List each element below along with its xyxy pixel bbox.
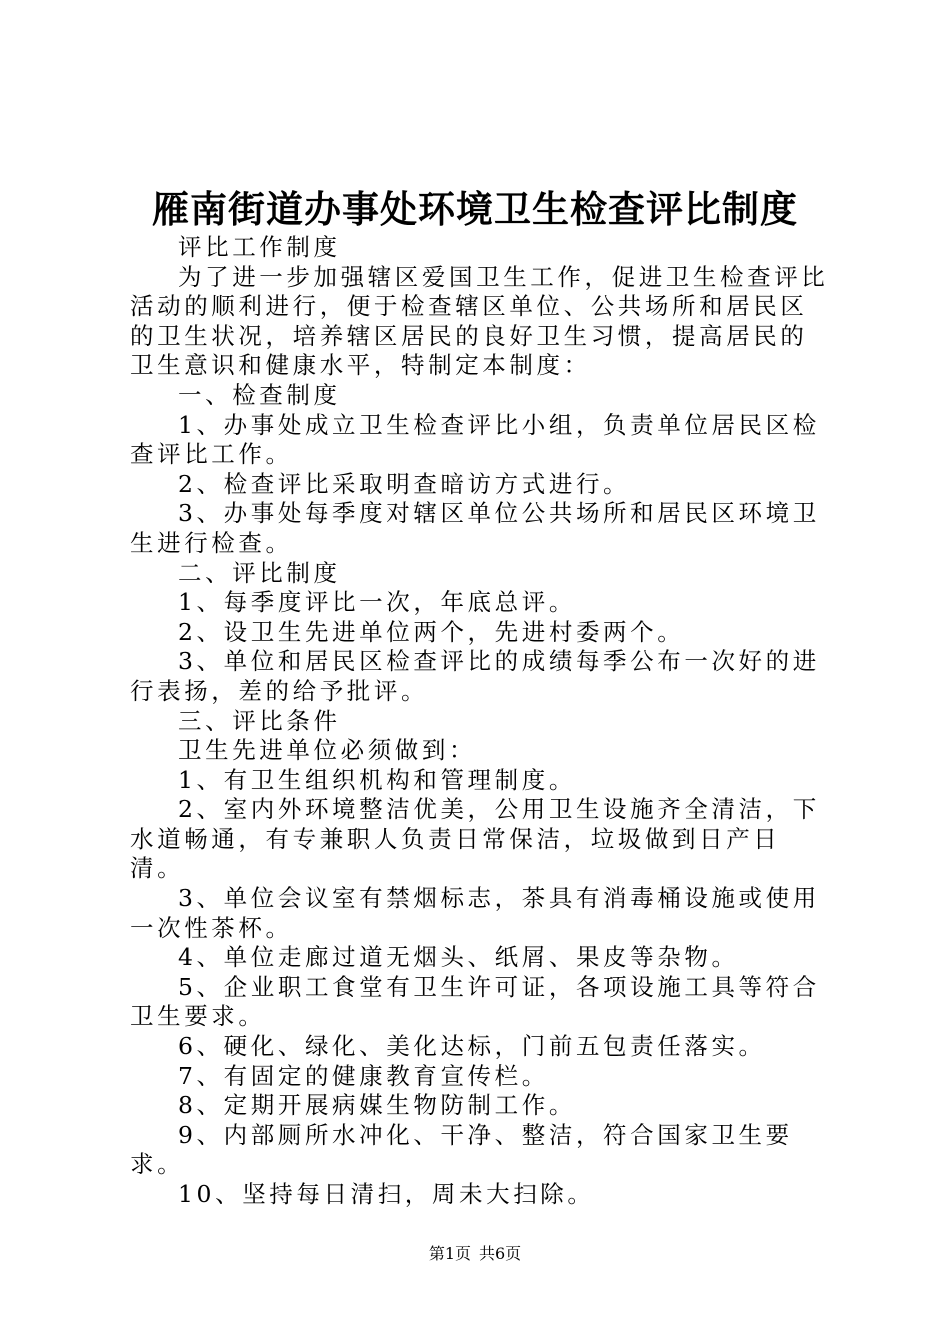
section-heading: 二、评比制度 [178,558,341,587]
paragraph: 为了进一步加强辖区爱国卫生工作，促进卫生检查评比活动的顺利进行，便于检查辖区单位、公共场所和居民区的卫生状况，培养辖区居民的良好卫生习惯，提高居民的卫生意识和健康水平，特制定本制度： [130,262,829,380]
paragraph: 4、单位走廊过道无烟头、纸屑、果皮等杂物。 [178,943,739,972]
section-heading: 一、检查制度 [178,380,341,409]
paragraph: 5、企业职工食堂有卫生许可证，各项设施工具等符合卫生要求。 [130,972,820,1031]
paragraph: 2、设卫生先进单位两个，先进村委两个。 [178,617,685,646]
paragraph: 3、单位和居民区检查评比的成绩每季公布一次好的进行表扬，差的给予批评。 [130,647,820,705]
page-number: 第1页 [428,1244,471,1263]
page-footer [0,1244,950,1264]
paragraph: 6、硬化、绿化、美化达标，门前五包责任落实。 [178,1032,766,1061]
document-body [130,233,832,1210]
paragraph: 1、每季度评比一次，年底总评。 [178,588,576,617]
paragraph: 8、定期开展病媒生物防制工作。 [178,1091,576,1120]
paragraph: 9、内部厕所水冲化、干净、整洁，符合国家卫生要求。 [130,1120,793,1179]
paragraph: 评比工作制度 [178,233,341,261]
paragraph: 卫生先进单位必须做到： [178,736,477,765]
paragraph: 10、坚持每日清扫，周未大扫除。 [178,1180,595,1208]
page-total: 共6页 [479,1244,522,1263]
paragraph: 1、办事处成立卫生检查评比小组，负责单位居民区检查评比工作。 [130,410,820,469]
document-title: 雁南街道办事处环境卫生检查评比制度 [152,187,798,231]
paragraph: 3、办事处每季度对辖区单位公共场所和居民区环境卫生进行检查。 [130,499,820,557]
paragraph: 2、室内外环境整洁优美，公用卫生设施齐全清洁，下水道畅通，有专兼职人负责日常保洁，垃圾做到日产日清。 [130,795,820,883]
paragraph: 3、单位会议室有禁烟标志，茶具有消毒桶设施或使用一次性茶杯。 [130,884,820,942]
paragraph: 1、有卫生组织机构和管理制度。 [178,765,576,794]
section-heading: 三、评比条件 [178,706,341,735]
paragraph: 7、有固定的健康教育宣传栏。 [178,1061,549,1090]
paragraph: 2、检查评比采取明查暗访方式进行。 [178,469,631,498]
